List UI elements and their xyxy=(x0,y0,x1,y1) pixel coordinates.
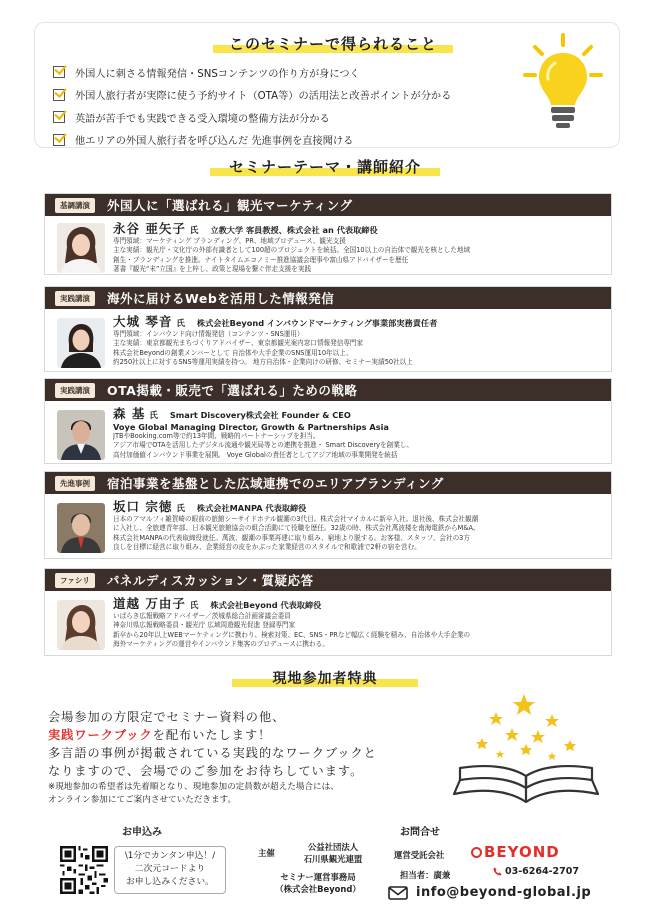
host-name: 公益社団法人 石川県観光連盟 xyxy=(303,842,363,864)
speaker-info xyxy=(113,497,603,552)
lightbulb-icon xyxy=(523,31,603,141)
card-header xyxy=(45,569,611,591)
speaker-info xyxy=(113,404,603,460)
honorific: 氏 xyxy=(149,411,158,421)
session-topic: パネルディスカッション・質疑応答 xyxy=(106,573,314,588)
checkbox-icon xyxy=(53,89,65,101)
speaker-photo xyxy=(57,600,105,650)
card-header xyxy=(45,194,611,216)
speaker-name: 永谷 亜矢子 xyxy=(113,221,186,236)
speaker-description: JTBやBooking.com等で約13年間、戦略的パートナーシップを担当。 アジア市場でOTAを活用したデジタル流通や観光局等との連携を推進・ Smart Discoveryを創業し、 高付加価値インバウンド事業を展開。 Voye Globalの責任者としてアジア地域の事業開発を統括 xyxy=(113,432,414,459)
speaker-card-keynote xyxy=(44,193,612,275)
session-tag: 実践講演 xyxy=(55,383,95,398)
speaker-card-practice-web xyxy=(44,286,612,372)
onsite-note: ※現地参加の希望者は先着順となり、現地参加の定員数が超えた場合には、 オンライン参加にてご案内させていただきます。 xyxy=(48,782,339,805)
qr-code-icon[interactable] xyxy=(60,846,108,894)
honorific: 氏 xyxy=(176,504,185,514)
speaker-description: 専門領域：マーケティング ブランディング、PR、地域プロデュース、観光支援 主な実績：観光庁・文化庁の外部有識者として100超のプロジェクトを統括。全国10以上の自治体で観光を核とした地域 創生・ブランディングを推進。ナイトタイムエコノミー推進協議会理事や富山県アドバイザーを歴任 著書『観光“未”立国』を上梓し、政策と現場を繋ぐ伴走支援を実践 xyxy=(113,237,471,273)
benefits-title: このセミナーで得られること xyxy=(213,33,453,54)
session-tag: 実践講演 xyxy=(55,291,95,306)
session-tag: 先進事例 xyxy=(55,476,95,491)
honorific: 氏 xyxy=(176,319,185,329)
speaker-info xyxy=(113,594,603,649)
honorific: 氏 xyxy=(189,226,199,236)
contact-person: 担当者：廣兼 xyxy=(400,870,451,880)
speaker-photo xyxy=(57,318,105,368)
speaker-description: 専門領域：インバウンド向け情報発信（コンテンツ・SNS運用） 主な実績：東京都観光まちづくりアドバイザー、東京都観光案内窓口情報発信専門家 株式会社Beyondの創業メンバーとして 自治体や大手企業のSNS運用10年以上、 約250社以上に対するSNS等運用実績を持つ。 地方自治体・企業向けの研修、セミナー実績50社以上 xyxy=(113,330,413,366)
email-link[interactable]: info@beyond-global.jp xyxy=(388,885,591,900)
apply-instructions: \1分でカンタン申込！/ 二次元コードより お申し込みください。 xyxy=(114,846,226,894)
session-topic: OTA掲載・販売で「選ばれる」ための戦略 xyxy=(107,383,358,398)
speaker-name: 森 基 xyxy=(113,406,146,421)
checkbox-icon xyxy=(53,111,65,123)
speaker-description: 日本のアマルフィ雑賀崎の眼前の旅館シーサイドホテル観潮の3代目。株式会社マイカルに新卒入社。退社後、株式会社観潮 に入社し、全旅連青年部、日本観光旅館協会の組合活動にて役職を歴任。32歳の時、株式会社萬波楼を南海電鉄からM&A。 株式会社MANPAの代表取締役就任。萬波、観潮の事業再建に取り組み、窮地より脱する。お客様、スタッフ、会社の3方 良しを目標に経営に取り組み、企業経営の皮をかぶった家業経営のスタイルで和歌浦で2軒の宿を営む。 xyxy=(113,515,480,551)
speaker-role: Smart Discovery株式会社 Founder & CEO xyxy=(169,410,351,420)
phone-icon xyxy=(493,867,502,876)
speaker-name: 道越 万由子 xyxy=(113,596,186,611)
open-book-icon xyxy=(446,690,606,810)
honorific: 氏 xyxy=(189,601,199,611)
session-topic: 宿泊事業を基盤とした広域連携でのエリアブランディング xyxy=(107,476,444,491)
speaker-photo xyxy=(57,503,105,553)
workbook-highlight: 実践ワークブック xyxy=(48,728,153,742)
speaker-name: 大城 琴音 xyxy=(113,314,173,329)
speakers-title: セミナーテーマ・講師紹介 xyxy=(210,156,440,177)
apply-heading: お申込み xyxy=(122,827,162,838)
session-topic: 外国人に「選ばれる」観光マーケティング xyxy=(107,198,353,213)
onsite-title: 現地参加者特典 xyxy=(232,668,418,688)
speaker-photo xyxy=(57,410,105,460)
mail-icon xyxy=(388,886,408,900)
benefit-item: 英語が苦手でも実践できる受入環境の整備方法が分かる xyxy=(53,106,533,129)
speaker-card-practice-ota xyxy=(44,378,612,464)
benefit-item: 他エリアの外国人旅行者を呼び込んだ 先進事例を直接聞ける xyxy=(53,129,533,152)
checkbox-icon xyxy=(53,134,65,146)
speaker-name: 坂口 宗徳 xyxy=(113,499,173,514)
card-header xyxy=(45,287,611,309)
speaker-info xyxy=(113,219,603,274)
speaker-role: 株式会社MANPA 代表取締役 xyxy=(196,503,307,513)
speaker-role-secondary: Voye Global Managing Director, Growth & Partnerships Asia xyxy=(113,422,389,432)
session-tag: ファシリ xyxy=(55,573,95,588)
checkbox-icon xyxy=(53,66,65,78)
benefit-item: 外国人旅行者が実際に使う予約サイト（OTA等）の活用法と改善ポイントが分かる xyxy=(53,84,533,107)
session-tag: 基調講演 xyxy=(55,198,95,213)
speaker-photo xyxy=(57,223,105,273)
office-name: セミナー運営事務局 （株式会社Beyond） xyxy=(275,872,361,894)
contact-heading: お問合せ xyxy=(400,827,440,838)
benefits-box xyxy=(34,22,620,148)
agency-label: 運営受託会社 xyxy=(394,850,445,860)
benefit-list xyxy=(53,61,533,151)
speaker-info xyxy=(113,312,603,367)
speaker-role: 立教大学 客員教授、株式会社 an 代表取締役 xyxy=(210,225,378,235)
speaker-card-case-study xyxy=(44,471,612,559)
beyond-logo: BEYOND xyxy=(471,843,560,861)
speaker-description: いばらき広報戦略アドバイザー／茨城県総合計画審議会委員 神奈川県広報戦略委員・観光庁 広域周遊観光促進 登録専門家 新卒から20年以上WEBマーケティングに携わり、検索対策、EC、SNS・PRなど幅広く経験を積み、自治体や大手企業の 海外マーケティングの運営やインバウンド集客のプロデュースに携わる。 xyxy=(113,612,471,648)
card-header xyxy=(45,379,611,401)
phone-number[interactable]: 03-6264-2707 xyxy=(493,866,579,877)
host-label: 主催 xyxy=(258,848,275,858)
onsite-text: 会場参加の方限定でセミナー資料の他、 実践ワークブックを配布いたします！ 多言語の事例が掲載されている実践的なワークブックと なりますので、会場でのご参加をお待ちしています。 ※現地参加の希望者は先着順となり、現地参加の定員数が超えた場合には、 オンライン参加にてご案内させていただきます。 xyxy=(48,708,438,806)
speaker-role: 株式会社Beyond 代表取締役 xyxy=(210,600,322,610)
session-topic: 海外に届けるWebを活用した情報発信 xyxy=(107,291,335,306)
benefit-item: 外国人に刺さる情報発信・SNSコンテンツの作り方が身につく xyxy=(53,61,533,84)
card-header xyxy=(45,472,611,494)
speaker-role: 株式会社Beyond インバウンドマーケティング事業部実務責任者 xyxy=(196,318,438,328)
speaker-card-facilitator xyxy=(44,568,612,656)
